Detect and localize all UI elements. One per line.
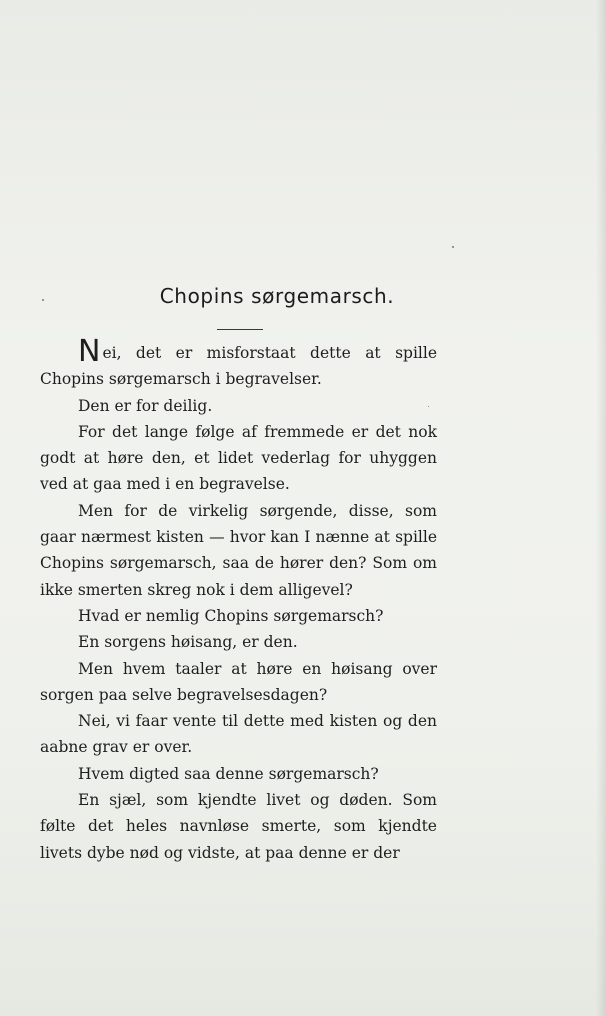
drop-cap: N: [78, 334, 101, 369]
paragraph: Hvad er nemlig Chopins sørgemarsch?: [78, 606, 384, 625]
paragraph: Den er for deilig.: [78, 396, 213, 415]
paragraph: Hvem digted saa denne sørgemarsch?: [78, 764, 379, 783]
paragraph: Nei, vi faar vente til dette med kisten og den aabne grav er over.: [40, 712, 437, 757]
title-divider: [217, 329, 263, 330]
paragraph: Men for de virkelig sørgende, disse, som gaar nærmest kisten — hvor kan I nænne at spille Chopins sørgemarsch, saa de hører den? Som om ikke smerten skreg nok i dem alligevel?: [40, 501, 437, 599]
paragraph-text: ei, det er misforstaat dette at spille Chopins sørgemarsch i begravelser.: [40, 344, 437, 389]
paper-speck: [42, 299, 44, 301]
chapter-body: [40, 334, 437, 866]
paragraph: For det lange følge af fremmede er det nok godt at høre den, et lidet vederlag for uhyggen ved at gaa med i en begravelse.: [40, 422, 437, 494]
paper-speck: [452, 246, 454, 248]
paragraph: Men hvem taaler at høre en høisang over sorgen paa selve begravelsesdagen?: [40, 659, 437, 704]
page-edge-shadow: [596, 0, 606, 1016]
paper-speck: [428, 406, 429, 407]
paragraph: [40, 334, 437, 393]
paragraph: En sorgens høisang, er den.: [78, 633, 298, 652]
chapter-title: Chopins sørgemarsch.: [159, 284, 395, 308]
paragraph: En sjæl, som kjendte livet og døden. Som følte det heles navnløse smerte, som kjendte livets dybe nød og vidste, at paa denne er der: [40, 791, 437, 862]
